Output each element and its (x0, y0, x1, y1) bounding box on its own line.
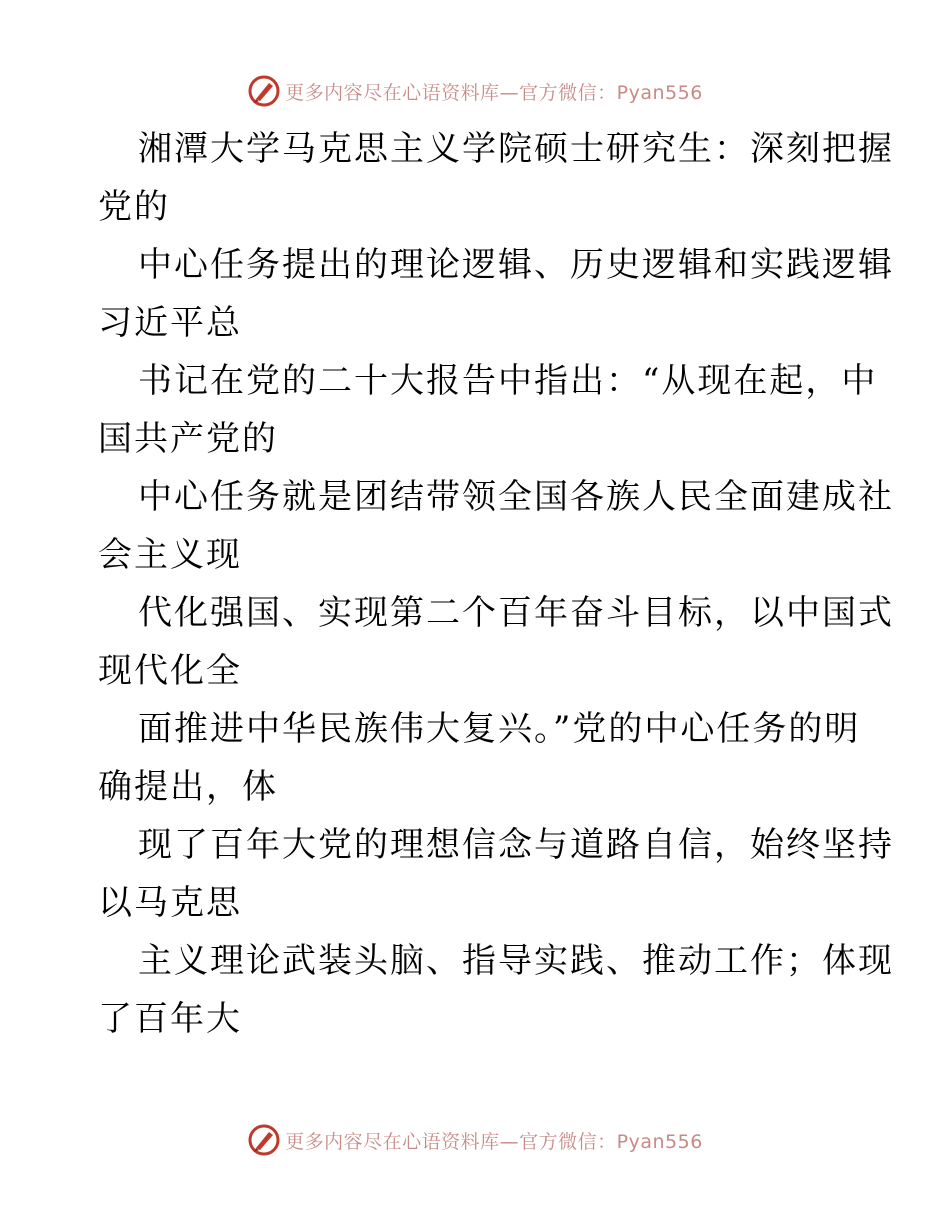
text-line: 现代化全 (98, 651, 242, 691)
text-line: 中心任务就是团结带领全国各族人民全面建成社 (138, 477, 894, 517)
text-line: 确提出，体 (98, 767, 278, 807)
document-body (98, 120, 894, 1048)
pen-logo-icon (247, 74, 281, 108)
header-banner (0, 71, 950, 111)
text-line: 书记在党的二十大报告中指出：“从现在起，中 (138, 361, 878, 401)
text-line: 中心任务提出的理论逻辑、历史逻辑和实践逻辑 (138, 245, 894, 285)
text-line: 了百年大 (98, 999, 242, 1039)
text-line: 以马克思 (98, 883, 242, 923)
pen-logo-icon (247, 1123, 281, 1157)
text-line: 习近平总 (98, 303, 242, 343)
text-line: 主义理论武装头脑、指导实践、推动工作；体现 (138, 941, 894, 981)
text-line: 代化强国、实现第二个百年奋斗目标，以中国式 (138, 593, 894, 633)
text-line: 国共产党的 (98, 419, 278, 459)
text-line: 党的 (98, 187, 170, 227)
footer-banner (0, 1120, 950, 1160)
text-line: 面推进中华民族伟大复兴。”党的中心任务的明 (138, 709, 861, 749)
text-line: 会主义现 (98, 535, 242, 575)
text-line: 湘潭大学马克思主义学院硕士研究生：深刻把握 (138, 129, 894, 169)
header-banner-text: 更多内容尽在心语资料库—官方微信：Pyan556 (285, 81, 703, 104)
text-line: 现了百年大党的理想信念与道路自信，始终坚持 (138, 825, 894, 865)
footer-banner-text: 更多内容尽在心语资料库—官方微信：Pyan556 (285, 1130, 703, 1153)
